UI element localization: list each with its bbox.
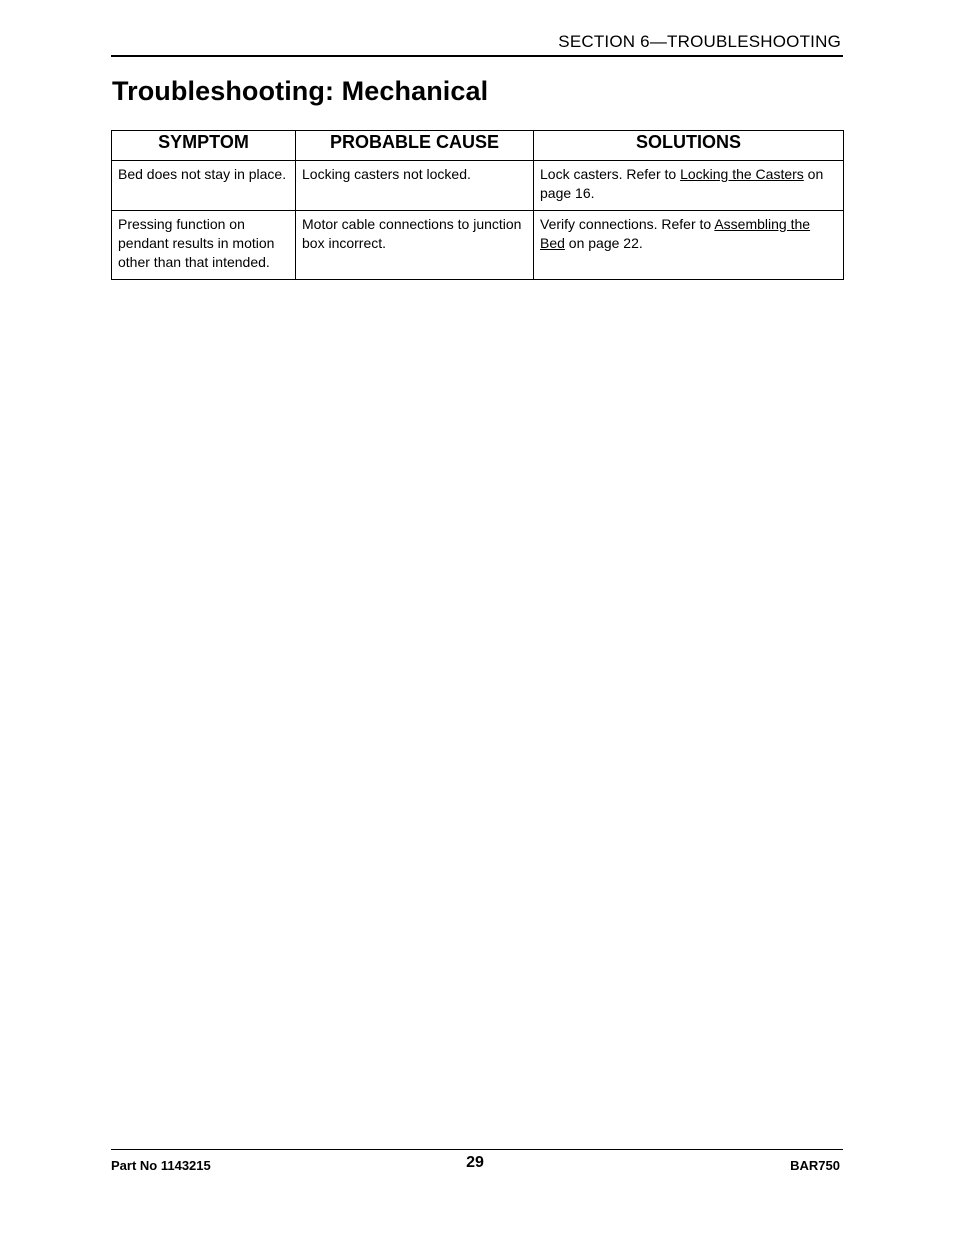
- section-header: SECTION 6—TROUBLESHOOTING: [558, 32, 841, 51]
- troubleshooting-table: [111, 130, 844, 280]
- solution-cell: [534, 211, 844, 280]
- table-row: [112, 161, 844, 211]
- solution-text-after: on page 16.: [540, 166, 824, 201]
- table-header-row: [112, 131, 844, 161]
- link-assembling-the-bed[interactable]: Assembling the Bed: [540, 216, 811, 251]
- column-header-probable-cause: PROBABLE CAUSE: [296, 131, 534, 161]
- table-row: [112, 211, 844, 280]
- page-title: Troubleshooting: Mechanical: [112, 76, 489, 106]
- solution-cell: [534, 161, 844, 211]
- solution-text: Lock casters. Refer to: [540, 166, 681, 182]
- cause-cell: Motor cable connections to junction box incorrect.: [296, 211, 534, 280]
- header-divider: [111, 55, 843, 57]
- footer-divider: [111, 1149, 843, 1150]
- link-locking-the-casters[interactable]: Locking the Casters: [680, 166, 804, 182]
- column-header-solutions: SOLUTIONS: [534, 131, 844, 161]
- column-header-symptom: SYMPTOM: [112, 131, 296, 161]
- symptom-cell: Pressing function on pendant results in motion other than that intended.: [112, 211, 296, 280]
- footer-page-number: 29: [466, 1154, 484, 1171]
- symptom-cell: Bed does not stay in place.: [112, 161, 296, 211]
- footer-part-number: Part No 1143215: [111, 1158, 211, 1173]
- solution-text-after: on page 22.: [564, 235, 643, 251]
- solution-text: Verify connections. Refer to: [540, 216, 715, 232]
- footer-model: BAR750: [790, 1158, 840, 1173]
- cause-cell: Locking casters not locked.: [296, 161, 534, 211]
